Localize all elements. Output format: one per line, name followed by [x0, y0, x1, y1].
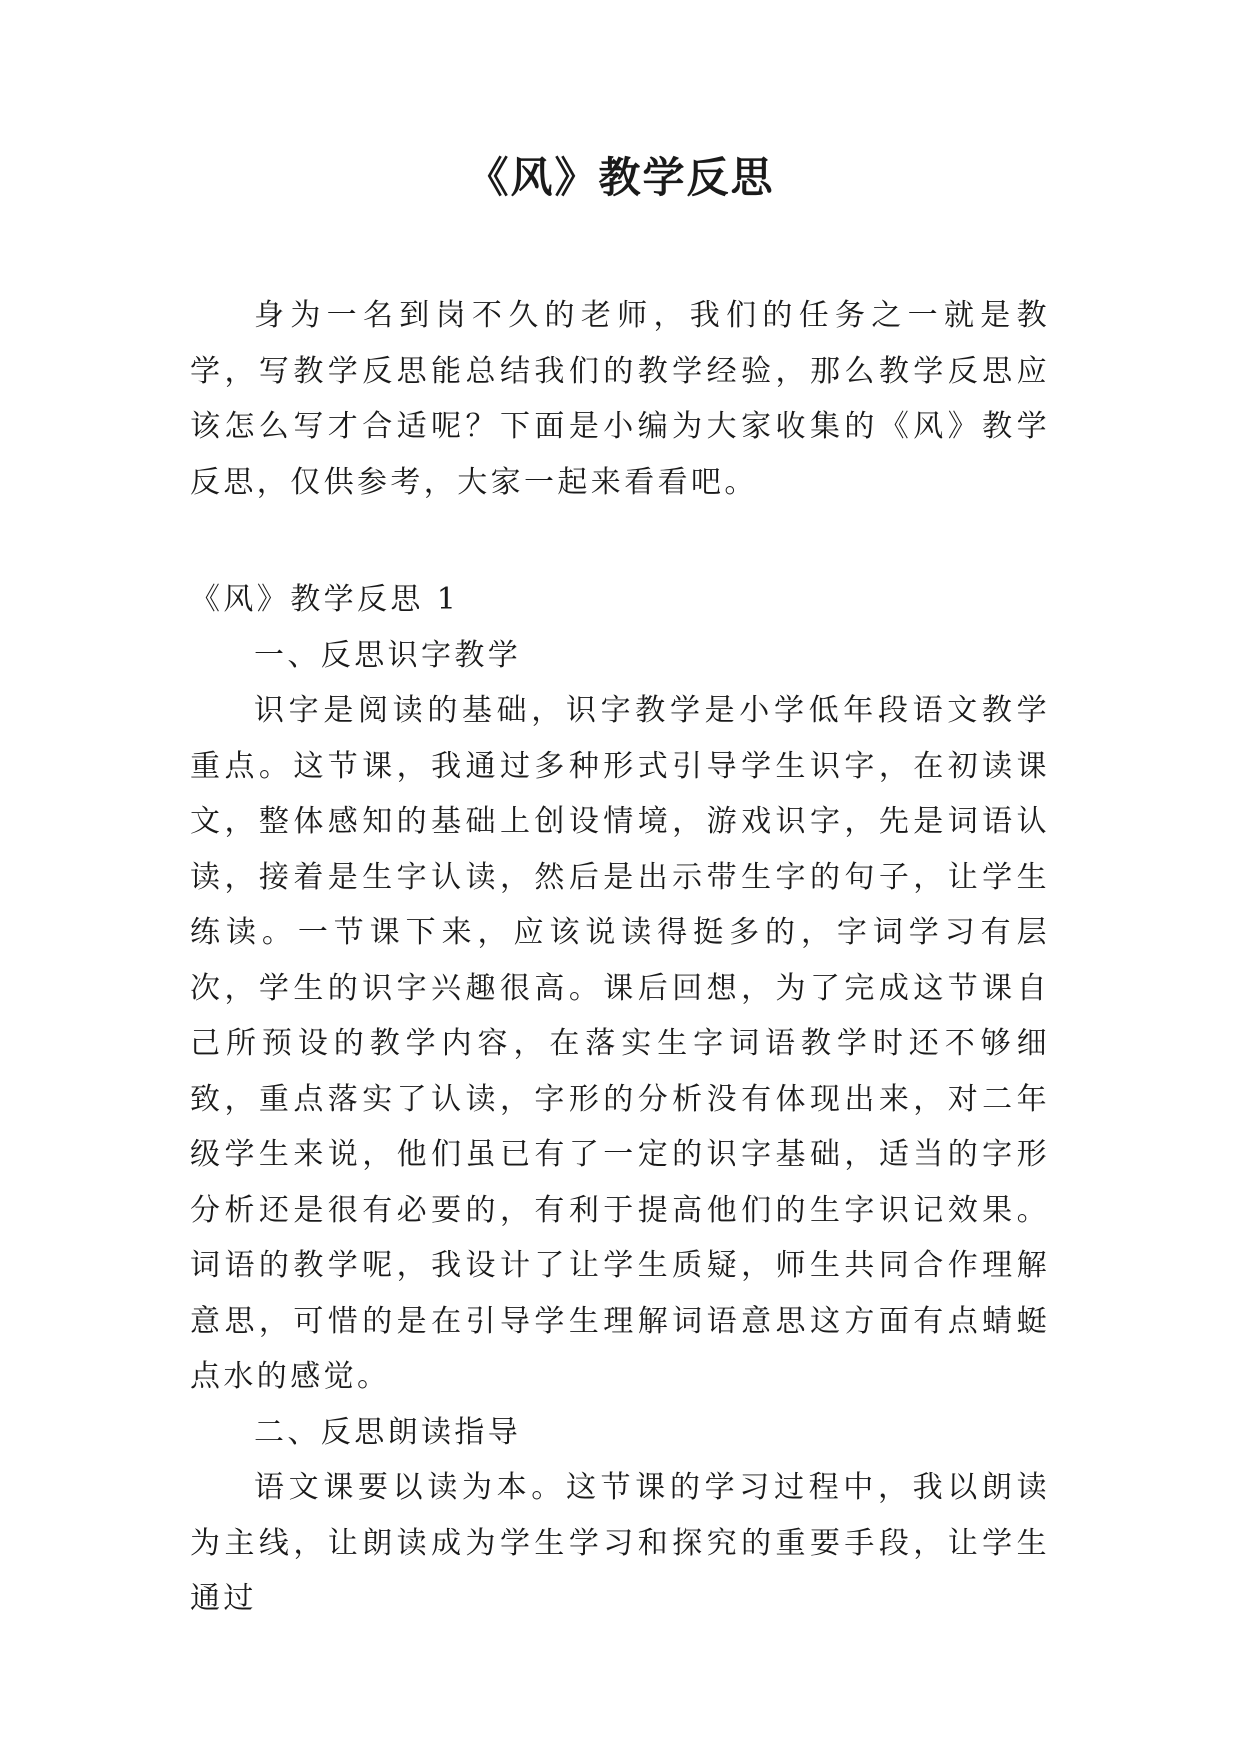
content-block	[190, 572, 1050, 1627]
heading-literacy: 一、反思识字教学	[254, 637, 522, 673]
intro-paragraph: 身为一名到岗不久的老师，我们的任务之一就是教学，写教学反思能总结我们的教学经验，那么教学反思应该怎么写才合适呢？下面是小编为大家收集的《风》教学反思，仅供参考，大家一起来看看吧。	[190, 298, 1050, 500]
paragraph-reading: 语文课要以读为本。这节课的学习过程中，我以朗读为主线，让朗读成为学生学习和探究的重要手段，让学生通过	[190, 1470, 1050, 1616]
section-title: 《风》教学反思 1	[190, 582, 460, 617]
document-title: 《风》教学反思	[466, 153, 775, 202]
intro-block	[190, 288, 1050, 510]
paragraph-literacy: 识字是阅读的基础，识字教学是小学低年段语文教学重点。这节课，我通过多种形式引导学生识字，在初读课文，整体感知的基础上创设情境，游戏识字，先是词语认读，接着是生字认读，然后是出示带生字的句子，让学生练读。一节课下来，应该说读得挺多的，字词学习有层次，学生的识字兴趣很高。课后回想，为了完成这节课自己所预设的教学内容，在落实生字词语教学时还不够细致，重点落实了认读，字形的分析没有体现出来，对二年级学生来说，他们虽已有了一定的识字基础，适当的字形分析还是很有必要的，有利于提高他们的生字识记效果。词语的教学呢，我设计了让学生质疑，师生共同合作理解意思，可惜的是在引导学生理解词语意思这方面有点蜻蜓点水的感觉。	[190, 693, 1050, 1394]
heading-reading: 二、反思朗读指导	[254, 1414, 522, 1450]
